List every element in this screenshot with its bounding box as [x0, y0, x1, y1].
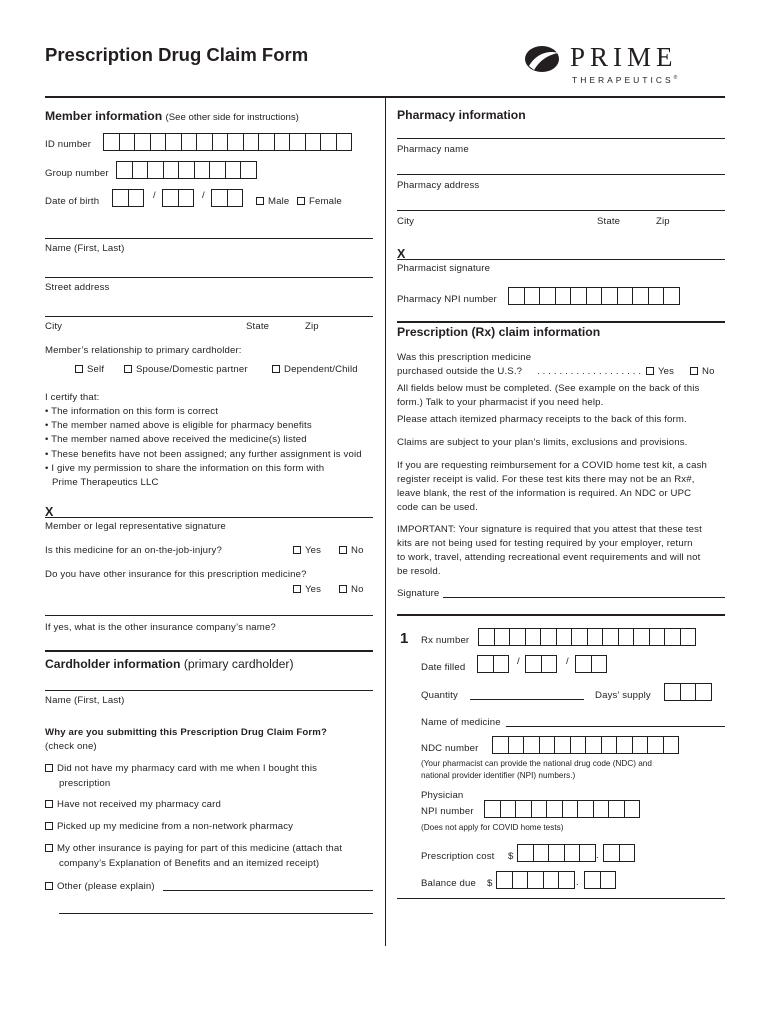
other-ins-yes-checkbox[interactable]: Yes [293, 584, 321, 595]
balance-due-dot: . [576, 877, 579, 888]
member-signature-line[interactable] [45, 517, 373, 518]
zip-label: Zip [305, 321, 319, 332]
instructions-text: All fields below must be completed. (See example on the back of this [397, 383, 700, 394]
physician-label: Physician [421, 790, 464, 801]
quantity-label: Quantity [421, 690, 458, 701]
pharmacist-signature-line[interactable] [397, 259, 725, 260]
dob-year-boxes[interactable] [212, 189, 243, 207]
quantity-line[interactable] [470, 699, 584, 700]
npi-note: (Does not apply for COVID home tests) [421, 823, 564, 832]
logo-text: PRIME [570, 42, 678, 72]
reason-other-checkbox[interactable]: Other (please explain) [45, 881, 155, 892]
other-insurance-question: Do you have other insurance for this prescription medicine? [45, 569, 307, 580]
member-name-label: Name (First, Last) [45, 243, 125, 254]
page-title: Prescription Drug Claim Form [45, 44, 309, 65]
rx-cost-dollar: $ [508, 851, 514, 862]
date-slash: / [517, 656, 520, 667]
cardholder-heading: Cardholder information (primary cardholder) [45, 657, 294, 671]
dob-slash: / [153, 190, 156, 201]
ndc-number-boxes[interactable] [493, 736, 679, 754]
rx-cost-dot: . [596, 850, 599, 861]
rx-cost-label: Prescription cost [421, 851, 495, 862]
checkbox-icon [297, 197, 305, 205]
checkbox-icon [293, 546, 301, 554]
covid-text: code can be used. [397, 502, 478, 513]
city-line[interactable] [45, 316, 373, 317]
ndc-number-label: NDC number [421, 743, 479, 754]
balance-due-cents-boxes[interactable] [585, 871, 616, 889]
important-text: be resold. [397, 566, 441, 577]
date-slash: / [566, 656, 569, 667]
pharmacy-name-label: Pharmacy name [397, 144, 469, 155]
us-yes-checkbox[interactable]: Yes [646, 366, 674, 377]
rel-dependent-checkbox[interactable]: Dependent/Child [272, 364, 358, 375]
relationship-label: Member’s relationship to primary cardholder: [45, 345, 242, 356]
certify-item: • The member named above received the medicine(s) listed [45, 434, 307, 445]
other-ins-no-checkbox[interactable]: No [339, 584, 364, 595]
physician-npi-label: NPI number [421, 806, 474, 817]
pharmacy-address-line[interactable] [397, 174, 725, 175]
rx-cost-cents-boxes[interactable] [604, 844, 635, 862]
cardholder-rule [45, 650, 373, 652]
rx-bottom-rule [397, 898, 725, 899]
medicine-name-label: Name of medicine [421, 717, 501, 728]
rx-rule [397, 321, 725, 323]
instructions-text: Claims are subject to your plan’s limits, exclusions and provisions. [397, 437, 688, 448]
checkbox-icon [339, 585, 347, 593]
check-one-note: (check one) [45, 741, 97, 752]
balance-due-dollar: $ [487, 878, 493, 889]
ndc-note: national provider identifier (NPI) numbers.) [421, 771, 576, 780]
date-filled-label: Date filled [421, 662, 466, 673]
dot-leader: . . . . . . . . . . . . . . . . . . . [537, 366, 642, 377]
pharmacy-address-label: Pharmacy address [397, 180, 480, 191]
balance-due-label: Balance due [421, 878, 476, 889]
pharmacy-state-label: State [597, 216, 621, 227]
dob-label: Date of birth [45, 196, 100, 207]
pharmacy-city-line[interactable] [397, 210, 725, 211]
date-filled-day-boxes[interactable] [526, 655, 557, 673]
ndc-note: (Your pharmacist can provide the national drug code (NDC) and [421, 759, 652, 768]
rx-cost-dollars-boxes[interactable] [518, 844, 596, 862]
state-label: State [246, 321, 270, 332]
us-no-checkbox[interactable]: No [690, 366, 715, 377]
injury-yes-checkbox[interactable]: Yes [293, 545, 321, 556]
id-number-label: ID number [45, 139, 92, 150]
checkbox-icon [124, 365, 132, 373]
pharmacy-zip-label: Zip [656, 216, 670, 227]
covid-text: register receipt is valid. For these test kits there may not be an Rx#, [397, 474, 695, 485]
checkbox-icon [293, 585, 301, 593]
certify-item: • I give my permission to share the information on this form with [45, 463, 325, 474]
instructions-text: Please attach itemized pharmacy receipts to the back of this form. [397, 414, 687, 425]
checkbox-icon [45, 800, 53, 808]
cardholder-name-line[interactable] [45, 690, 373, 691]
pharmacy-city-label: City [397, 216, 415, 227]
important-text: kits are not being used for testing required by your employer, return [397, 538, 693, 549]
rx-number-boxes[interactable] [479, 628, 696, 646]
certify-item: Prime Therapeutics LLC [52, 477, 159, 488]
pharmacist-signature-label: Pharmacist signature [397, 263, 491, 274]
dob-slash: / [202, 190, 205, 201]
pharmacist-signature-x: X [397, 247, 406, 261]
covid-text: leave blank, the rest of the information is required. An NDC or UPC [397, 488, 692, 499]
cardholder-name-label: Name (First, Last) [45, 695, 125, 706]
checkbox-icon [45, 882, 53, 890]
checkbox-icon [75, 365, 83, 373]
balance-due-dollars-boxes[interactable] [497, 871, 575, 889]
pharmacy-heading: Pharmacy information [397, 108, 526, 122]
prime-logo-icon [524, 44, 564, 74]
certify-item: • These benefits have not been assigned; any further assignment is void [45, 449, 362, 460]
street-line[interactable] [45, 277, 373, 278]
reason-other-insurance-checkbox[interactable]: My other insurance is paying for part of this medicine (attach that [45, 843, 342, 854]
checkbox-icon [272, 365, 280, 373]
days-supply-boxes[interactable] [665, 683, 712, 701]
male-checkbox[interactable]: Male [256, 196, 289, 207]
checkbox-icon [339, 546, 347, 554]
important-text: to work, travel, attending recreational event requirements and will not [397, 552, 701, 563]
reason-not-received-checkbox[interactable]: Have not received my pharmacy card [45, 799, 221, 810]
other-insurance-line[interactable] [45, 615, 373, 616]
member-signature-label: Member or legal representative signature [45, 521, 226, 532]
certify-item: • The member named above is eligible for pharmacy benefits [45, 420, 312, 431]
reason-non-network-checkbox[interactable]: Picked up my medicine from a non-network pharmacy [45, 821, 293, 832]
reason-no-card-cont: prescription [59, 778, 111, 789]
medicine-name-line[interactable] [506, 726, 725, 727]
dob-day-boxes[interactable] [163, 189, 194, 207]
days-supply-label: Days’ supply [595, 690, 651, 701]
checkbox-icon [256, 197, 264, 205]
pharmacy-npi-boxes[interactable] [509, 287, 680, 305]
certify-intro: I certify that: [45, 392, 100, 403]
other-explain-line[interactable] [163, 890, 373, 891]
us-question: Was this prescription medicine [397, 352, 532, 363]
covid-text: If you are requesting reimbursement for a COVID home test kit, a cash [397, 460, 708, 471]
member-signature-x: X [45, 505, 54, 519]
other-explain-line-2[interactable] [59, 913, 373, 914]
rel-self-checkbox[interactable]: Self [75, 364, 104, 375]
member-heading: Member information (See other side for instructions) [45, 109, 299, 123]
why-question: Why are you submitting this Prescription Drug Claim Form? [45, 727, 327, 738]
dob-month-boxes[interactable] [113, 189, 144, 207]
female-checkbox[interactable]: Female [297, 196, 342, 207]
checkbox-icon [646, 367, 654, 375]
pharmacy-npi-label: Pharmacy NPI number [397, 294, 497, 305]
signature-line[interactable] [443, 597, 725, 598]
group-number-label: Group number [45, 168, 109, 179]
reason-other-insurance-cont: company’s Explanation of Benefits and an itemized receipt) [59, 858, 320, 869]
pharmacy-name-line[interactable] [397, 138, 725, 139]
injury-question: Is this medicine for an on-the-job-injury? [45, 545, 222, 556]
city-label: City [45, 321, 63, 332]
signature-label: Signature [397, 588, 440, 599]
item-number: 1 [400, 630, 409, 647]
us-question-cont: purchased outside the U.S.? [397, 366, 523, 377]
important-text: IMPORTANT: Your signature is required that you attest that these test [397, 524, 702, 535]
other-insurance-name-label: If yes, what is the other insurance company’s name? [45, 622, 276, 633]
certify-item: • The information on this form is correct [45, 406, 219, 417]
rx-number-label: Rx number [421, 635, 470, 646]
id-number-boxes[interactable] [104, 133, 352, 151]
date-filled-month-boxes[interactable] [478, 655, 509, 673]
checkbox-icon [690, 367, 698, 375]
rx-item-rule [397, 614, 725, 616]
rel-spouse-checkbox[interactable]: Spouse/Domestic partner [124, 364, 248, 375]
street-label: Street address [45, 282, 110, 293]
checkbox-icon [45, 822, 53, 830]
column-divider [385, 98, 386, 946]
checkbox-icon [45, 844, 53, 852]
name-line[interactable] [45, 238, 373, 239]
instructions-text: form.) Talk to your pharmacist if you need help. [397, 397, 604, 408]
logo-subtext: THERAPEUTICS® [572, 75, 681, 85]
injury-no-checkbox[interactable]: No [339, 545, 364, 556]
checkbox-icon [45, 764, 53, 772]
physician-npi-boxes[interactable] [485, 800, 640, 818]
date-filled-year-boxes[interactable] [576, 655, 607, 673]
rx-heading: Prescription (Rx) claim information [397, 325, 601, 339]
group-number-boxes[interactable] [117, 161, 257, 179]
reason-no-card-checkbox[interactable]: Did not have my pharmacy card with me when I bought this [45, 763, 317, 774]
